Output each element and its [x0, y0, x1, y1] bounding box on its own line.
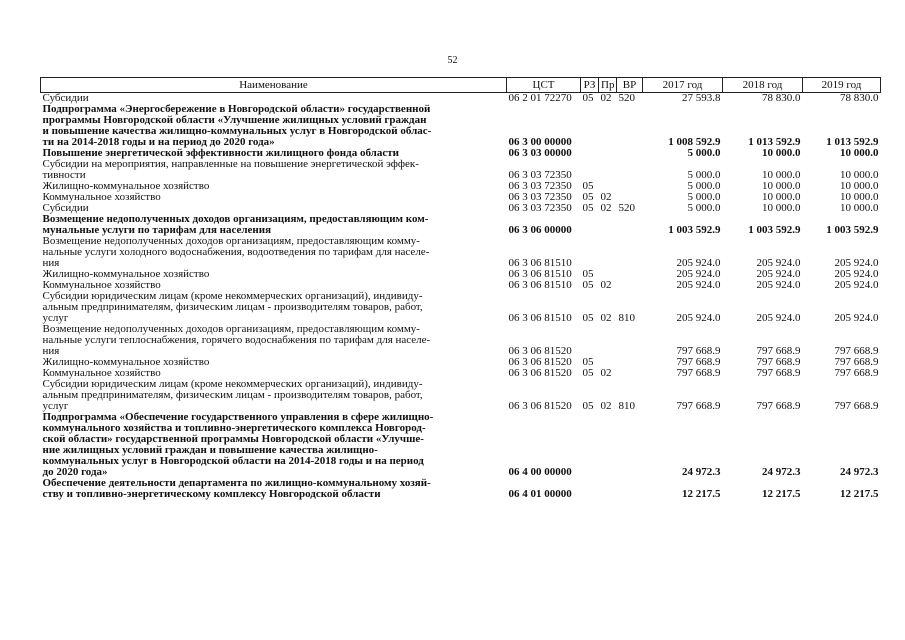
table-row	[41, 412, 881, 478]
cell-2017: 797 668.9	[676, 345, 721, 357]
cell-pr: 02	[600, 367, 612, 379]
cell-2017: 205 924.0	[676, 312, 721, 324]
cell-rz	[581, 214, 599, 236]
cell-cst: 06 3 06 81520	[508, 400, 572, 412]
cell-2019: 78 830.0	[840, 92, 879, 104]
cell-vr	[617, 148, 643, 159]
cell-rz: 05	[582, 202, 594, 214]
cell-2019: 797 668.9	[834, 345, 879, 357]
cell-2017: 5 000.0	[687, 191, 721, 203]
budget-table	[40, 77, 881, 500]
cell-name: Повышение энергетической эффективности жилищного фонда области	[42, 147, 399, 159]
cell-pr: 02	[600, 279, 612, 291]
cell-2019: 1 013 592.9	[826, 136, 879, 148]
cell-rz: 05	[582, 180, 594, 192]
cell-name: Жилищно-коммунальное хозяйство	[42, 268, 210, 280]
cell-vr	[617, 357, 643, 368]
table-row	[41, 214, 881, 236]
cell-cst: 06 4 01 00000	[508, 488, 572, 500]
cell-vr	[617, 181, 643, 192]
cell-name: Коммунальное хозяйство	[42, 191, 161, 203]
cell-pr: 02	[600, 202, 612, 214]
cell-name: Коммунальное хозяйство	[42, 367, 161, 379]
cell-2017: 205 924.0	[676, 257, 721, 269]
cell-name: Жилищно-коммунальное хозяйство	[42, 356, 210, 368]
cell-cst: 06 3 03 72350	[508, 180, 572, 192]
table-row	[41, 357, 881, 368]
cell-cst: 06 3 03 72350	[508, 191, 572, 203]
cell-name: Подпрограмма «Энергосбережение в Новгородской области» государственной программы Новгородской области «Улучшение жилищных условий граждан и повышение качества жилищно-коммунальных услуг в Новгородской облас- ти на 2014-2018 годы и на период до 2020 года»	[42, 103, 432, 148]
cell-2018: 797 668.9	[756, 367, 801, 379]
cell-rz: 05	[582, 367, 594, 379]
cell-pr: 02	[600, 191, 612, 203]
cell-name: Субсидии	[42, 202, 89, 214]
cell-name: Субсидии юридическим лицам (кроме некоммерческих организаций), индивиду- альным предпринимателям, физическим лицам - производителям товаров, работ, услуг	[42, 378, 423, 412]
cell-pr: 02	[600, 400, 612, 412]
cell-2018: 10 000.0	[762, 191, 801, 203]
cell-vr	[617, 280, 643, 291]
table-row	[41, 379, 881, 412]
cell-rz: 05	[582, 268, 594, 280]
cell-pr	[599, 104, 617, 148]
cell-name: Возмещение недополученных доходов организациям, предоставляющим комму- нальные услуги теплоснабжения, горячего водоснабжения по тарифам для населе- ния	[42, 323, 431, 357]
cell-2018: 10 000.0	[762, 180, 801, 192]
cell-2017: 24 972.3	[682, 466, 721, 478]
header-cst: ЦСТ	[507, 78, 581, 93]
cell-2017: 797 668.9	[676, 356, 721, 368]
cell-2018: 205 924.0	[756, 312, 801, 324]
cell-2017: 5 000.0	[687, 180, 721, 192]
cell-name: Жилищно-коммунальное хозяйство	[42, 180, 210, 192]
cell-name: Обеспечение деятельности департамента по жилищно-коммунальному хозяй- ству и топливно-энергетическому комплексу Новгородской области	[42, 477, 431, 500]
cell-2019: 205 924.0	[834, 279, 879, 291]
cell-pr	[599, 214, 617, 236]
cell-2018: 1 003 592.9	[748, 224, 801, 236]
cell-pr: 02	[600, 312, 612, 324]
cell-vr	[617, 324, 643, 357]
table-row	[41, 324, 881, 357]
cell-vr	[617, 412, 643, 478]
cell-pr	[599, 148, 617, 159]
header-rz: РЗ	[581, 78, 599, 93]
cell-2019: 1 003 592.9	[826, 224, 879, 236]
cell-rz: 05	[582, 312, 594, 324]
table-row	[41, 181, 881, 192]
header-2018: 2018 год	[723, 78, 803, 93]
cell-name: Возмещение недополученных доходов организациям, предоставляющим комму- нальные услуги холодного водоснабжения, водоотведения по тарифам для населе- ния	[42, 235, 430, 269]
header-pr: Пр	[599, 78, 617, 93]
cell-pr	[599, 412, 617, 478]
table-row	[41, 236, 881, 269]
table-row	[41, 192, 881, 203]
cell-rz	[581, 236, 599, 269]
cell-2018: 24 972.3	[762, 466, 801, 478]
cell-2018: 10 000.0	[762, 147, 801, 159]
header-2017: 2017 год	[643, 78, 723, 93]
cell-2018: 78 830.0	[762, 92, 801, 104]
cell-cst: 06 3 06 81510	[508, 257, 572, 269]
cell-name: Субсидии	[42, 92, 89, 104]
cell-2017: 1 003 592.9	[668, 224, 721, 236]
table-body	[41, 93, 881, 501]
table-row	[41, 269, 881, 280]
table-row	[41, 104, 881, 148]
cell-vr	[617, 478, 643, 500]
cell-rz	[581, 412, 599, 478]
cell-cst: 06 3 03 72350	[508, 169, 572, 181]
cell-2019: 10 000.0	[840, 191, 879, 203]
cell-name: Субсидии юридическим лицам (кроме некоммерческих организаций), индивиду- альным предпринимателям, физическим лицам - производителям товаров, работ, услуг	[42, 290, 423, 324]
cell-rz	[581, 324, 599, 357]
cell-pr: 02	[600, 92, 612, 104]
cell-2017: 5 000.0	[687, 169, 721, 181]
cell-vr	[617, 368, 643, 379]
cell-pr	[599, 324, 617, 357]
cell-2019: 12 217.5	[840, 488, 879, 500]
cell-rz	[581, 148, 599, 159]
cell-cst: 06 3 03 00000	[508, 147, 572, 159]
cell-2019: 205 924.0	[834, 312, 879, 324]
cell-pr	[599, 478, 617, 500]
cell-2019: 10 000.0	[840, 202, 879, 214]
cell-2019: 10 000.0	[840, 169, 879, 181]
cell-name: Коммунальное хозяйство	[42, 279, 161, 291]
cell-2019: 797 668.9	[834, 400, 879, 412]
cell-vr	[617, 269, 643, 280]
cell-2018: 797 668.9	[756, 356, 801, 368]
cell-2018: 205 924.0	[756, 268, 801, 280]
table-header-row	[41, 78, 881, 93]
cell-2019: 10 000.0	[840, 180, 879, 192]
cell-name: Подпрограмма «Обеспечение государственного управления в сфере жилищно- коммунального хозяйства и топливно-энергетического комплекса Новгород- ской области» государственной программы Новгородской области «Улучше- ние жилищных условий граждан и повышение качества жилищно- коммунальных услуг в Новгородской области на 2014-2018 годы и на период до 2020 года»	[42, 411, 434, 478]
cell-2017: 27 593.8	[682, 92, 721, 104]
cell-2019: 24 972.3	[840, 466, 879, 478]
cell-rz	[581, 159, 599, 181]
cell-2018: 1 013 592.9	[748, 136, 801, 148]
cell-cst: 06 3 06 81510	[508, 268, 572, 280]
cell-2017: 5 000.0	[687, 202, 721, 214]
cell-2017: 797 668.9	[676, 400, 721, 412]
cell-cst: 06 3 06 00000	[508, 224, 572, 236]
cell-cst: 06 3 06 81520	[508, 345, 572, 357]
cell-2019: 10 000.0	[840, 147, 879, 159]
cell-cst: 06 3 06 81510	[508, 312, 572, 324]
cell-2018: 205 924.0	[756, 257, 801, 269]
cell-vr	[617, 214, 643, 236]
header-name: Наименование	[41, 78, 507, 93]
cell-2019: 205 924.0	[834, 257, 879, 269]
cell-2017: 205 924.0	[676, 279, 721, 291]
cell-2018: 10 000.0	[762, 202, 801, 214]
cell-2018: 797 668.9	[756, 400, 801, 412]
cell-cst: 06 3 03 72350	[508, 202, 572, 214]
cell-pr	[599, 159, 617, 181]
cell-vr: 810	[618, 400, 635, 412]
cell-cst: 06 3 06 81520	[508, 367, 572, 379]
cell-pr	[599, 236, 617, 269]
table-row	[41, 478, 881, 500]
cell-rz: 05	[582, 191, 594, 203]
cell-2017: 797 668.9	[676, 367, 721, 379]
table-row	[41, 291, 881, 324]
cell-rz	[581, 478, 599, 500]
cell-rz: 05	[582, 356, 594, 368]
cell-cst: 06 3 06 81510	[508, 279, 572, 291]
cell-2017: 5 000.0	[687, 147, 721, 159]
cell-cst: 06 3 06 81520	[508, 356, 572, 368]
cell-2018: 10 000.0	[762, 169, 801, 181]
cell-cst: 06 4 00 00000	[508, 466, 572, 478]
cell-cst: 06 2 01 72270	[508, 92, 572, 104]
page-number: 52	[447, 55, 458, 66]
header-vr: ВР	[617, 78, 643, 93]
cell-rz: 05	[582, 279, 594, 291]
cell-name: Субсидии на мероприятия, направленные на повышение энергетической эффек- тивности	[42, 158, 419, 181]
cell-rz: 05	[582, 400, 594, 412]
cell-vr	[617, 236, 643, 269]
cell-rz: 05	[582, 92, 594, 104]
header-2019: 2019 год	[803, 78, 881, 93]
cell-vr: 810	[618, 312, 635, 324]
cell-2017: 205 924.0	[676, 268, 721, 280]
cell-2018: 12 217.5	[762, 488, 801, 500]
cell-2017: 1 008 592.9	[668, 136, 721, 148]
cell-2017: 12 217.5	[682, 488, 721, 500]
cell-vr: 520	[618, 202, 635, 214]
cell-rz	[581, 104, 599, 148]
cell-cst: 06 3 00 00000	[508, 136, 572, 148]
cell-name: Возмещение недополученных доходов организациям, предоставляющим ком- мунальные услуги по тарифам для населения	[42, 213, 429, 236]
cell-2019: 797 668.9	[834, 356, 879, 368]
cell-2019: 205 924.0	[834, 268, 879, 280]
cell-vr: 520	[618, 92, 635, 104]
cell-vr	[617, 104, 643, 148]
cell-vr	[617, 159, 643, 181]
cell-2019: 797 668.9	[834, 367, 879, 379]
cell-2018: 797 668.9	[756, 345, 801, 357]
table-row	[41, 159, 881, 181]
cell-2018: 205 924.0	[756, 279, 801, 291]
